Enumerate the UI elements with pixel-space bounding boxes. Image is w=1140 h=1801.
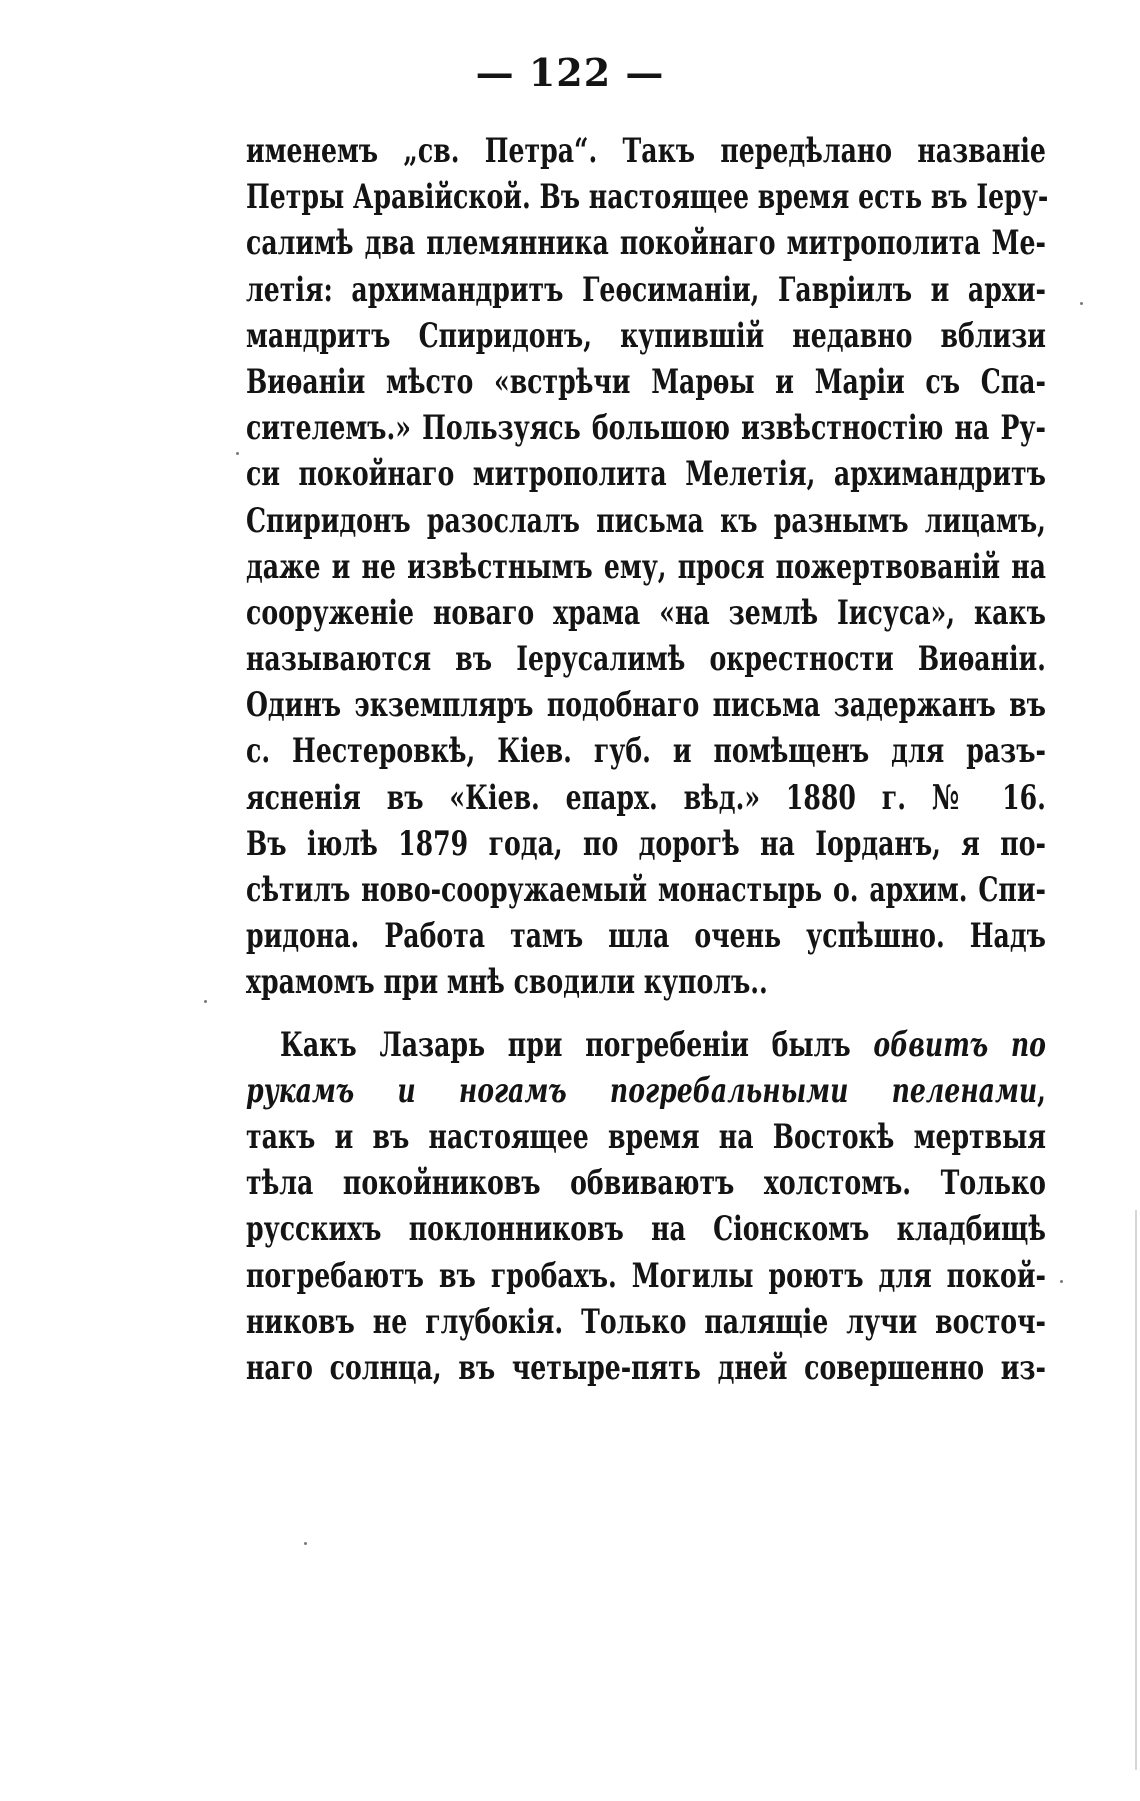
paragraph-1 — [246, 128, 1049, 1006]
text-line: наго солнца, въ четыре-пять дней совершенно из- — [246, 1347, 1046, 1388]
text-line: салимѣ два племянника покойнаго митрополита Ме- — [246, 223, 1046, 264]
text-line: сителемъ.» Пользуясь большою извѣстностію на Ру- — [246, 408, 1046, 449]
text-line: сооруженіе новаго храма «на землѣ Іисуса», какъ — [246, 592, 1046, 633]
text-line — [246, 1022, 1046, 1068]
text-run: , — [1037, 1070, 1046, 1111]
text-line — [246, 1068, 1046, 1114]
print-speck — [236, 452, 239, 455]
text-line: храмомъ при мнѣ сводили куполъ.. — [246, 962, 768, 1003]
print-speck — [1060, 1280, 1063, 1283]
text-line: называются въ Іерусалимѣ окрестности Виѳаніи. — [246, 639, 1046, 680]
text-line: русскихъ поклонниковъ на Сіонскомъ кладбищѣ — [246, 1209, 1046, 1250]
text-line: Виѳаніи мѣсто «встрѣчи Марѳы и Маріи съ Спа- — [246, 361, 1046, 402]
paragraph-gap — [246, 1006, 1046, 1022]
print-speck — [304, 1542, 307, 1545]
text-line: Петры Аравійской. Въ настоящее время есть въ Іеру- — [246, 177, 1049, 218]
text-line: ридона. Работа тамъ шла очень успѣшно. Надъ — [246, 916, 1046, 957]
text-line: Спиридонъ разослалъ письма къ разнымъ лицамъ, — [246, 500, 1046, 541]
text-line: Въ іюлѣ 1879 года, по дорогѣ на Іорданъ, я по- — [246, 823, 1046, 864]
text-line: ясненія въ «Кіев. епарх. вѣд.» 1880 г. № 16. — [246, 777, 1046, 818]
italic-run: обвитъ по — [873, 1024, 1046, 1065]
print-speck — [1080, 302, 1083, 305]
text-line: си покойнаго митрополита Мелетія, архимандритъ — [246, 454, 1046, 495]
text-line: никовъ не глубокія. Только палящіе лучи восточ- — [246, 1301, 1046, 1342]
text-line: сѣтилъ ново-сооружаемый монастырь о. архим. Спи- — [246, 870, 1046, 910]
text-line: мандритъ Спиридонъ, купившій недавно вблизи — [246, 315, 1046, 356]
text-line: летія: архимандритъ Геѳсиманіи, Гавріилъ и архи- — [246, 269, 1046, 310]
text-line: Одинъ экземпляръ подобнаго письма задержанъ въ — [246, 685, 1046, 726]
text-line: именемъ „св. Петра“. Такъ передѣлано названіе — [246, 131, 1046, 171]
print-speck — [204, 1000, 207, 1003]
text-line: с. Нестеровкѣ, Кіев. губ. и помѣщенъ для разъ- — [246, 731, 1046, 772]
italic-run: рукамъ и ногамъ погребальными пеленами — [246, 1070, 1038, 1111]
text-run: Какъ Лазарь при погребеніи былъ — [280, 1024, 874, 1065]
paragraph-2 — [246, 1022, 1046, 1392]
page-edge-line — [1135, 1210, 1137, 1770]
text-line: погребаютъ въ гробахъ. Могилы роютъ для покой- — [246, 1255, 1046, 1296]
text-line: такъ и въ настоящее время на Востокѣ мертвыя — [246, 1116, 1046, 1157]
text-line: даже и не извѣстнымъ ему, прося пожертвованій на — [246, 546, 1046, 587]
text-line: тѣла покойниковъ обвиваютъ холстомъ. Только — [246, 1163, 1046, 1204]
page-number: — 122 — — [475, 50, 665, 95]
body-text — [246, 128, 1049, 1391]
